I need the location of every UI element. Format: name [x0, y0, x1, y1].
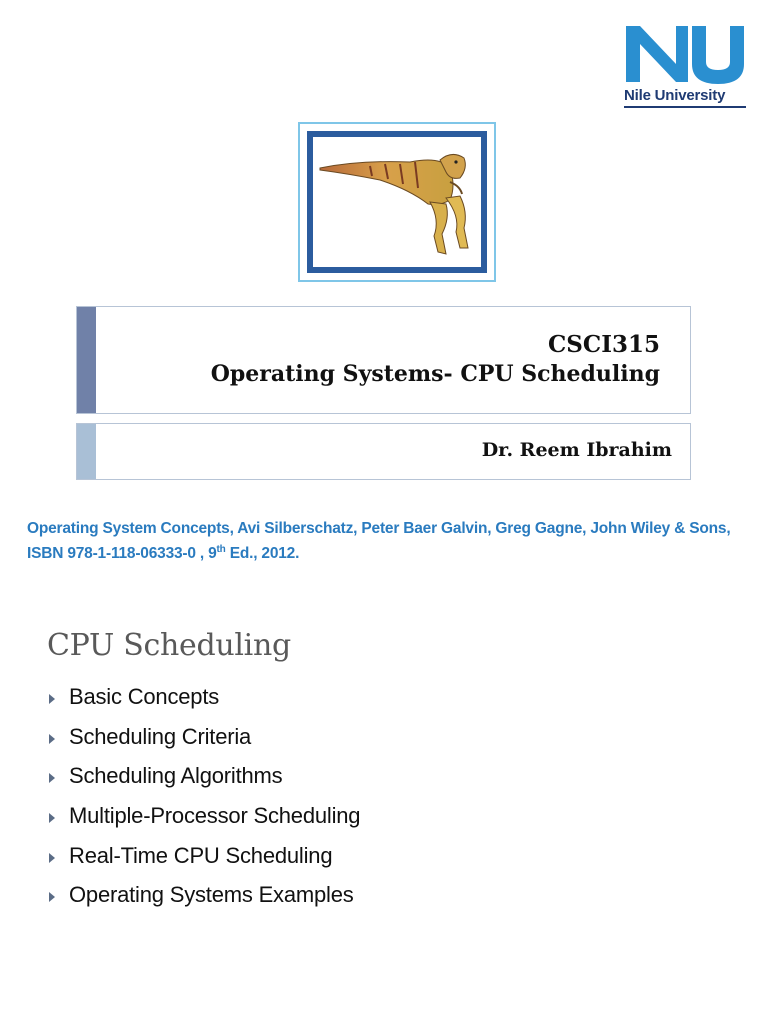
- list-item-label: Operating Systems Examples: [69, 882, 354, 908]
- bullet-arrow-icon: [49, 694, 55, 704]
- nu-logo-mark-icon: [624, 24, 748, 86]
- course-title-box: [76, 306, 691, 414]
- logo-underline: [624, 106, 746, 108]
- dinosaur-illustration-icon: [300, 124, 498, 284]
- list-item-label: Scheduling Algorithms: [69, 763, 283, 789]
- textbook-reference: [27, 516, 747, 566]
- bullet-arrow-icon: [49, 853, 55, 863]
- bullet-arrow-icon: [49, 773, 55, 783]
- logo-text: Nile University: [624, 87, 726, 104]
- university-logo: [624, 24, 748, 112]
- bullet-arrow-icon: [49, 892, 55, 902]
- author-box: [76, 423, 691, 480]
- reference-text-end: Ed., 2012.: [225, 545, 300, 562]
- author-accent-bar: [77, 424, 96, 479]
- list-item-label: Real-Time CPU Scheduling: [69, 842, 333, 868]
- author-name: Dr. Reem Ibrahim: [481, 439, 672, 461]
- course-code: CSCI315: [548, 331, 660, 358]
- list-item-label: Multiple-Processor Scheduling: [69, 803, 361, 829]
- section-heading: CPU Scheduling: [47, 628, 291, 663]
- list-item-label: Basic Concepts: [69, 684, 220, 709]
- title-accent-bar: [77, 307, 96, 413]
- bullet-arrow-icon: [49, 734, 55, 744]
- course-title: Operating Systems- CPU Scheduling: [210, 361, 660, 387]
- list-item-label: Scheduling Criteria: [69, 723, 252, 749]
- bullet-arrow-icon: [49, 813, 55, 823]
- reference-text: Operating System Concepts, Avi Silberschatz, Peter Baer Galvin, Greg Gagne, John Wiley & Sons, ISBN 978-1-118-06333-0 , 9: [27, 520, 731, 562]
- reference-edition-suffix: th: [216, 544, 226, 555]
- dinosaur-image-frame: [298, 122, 496, 282]
